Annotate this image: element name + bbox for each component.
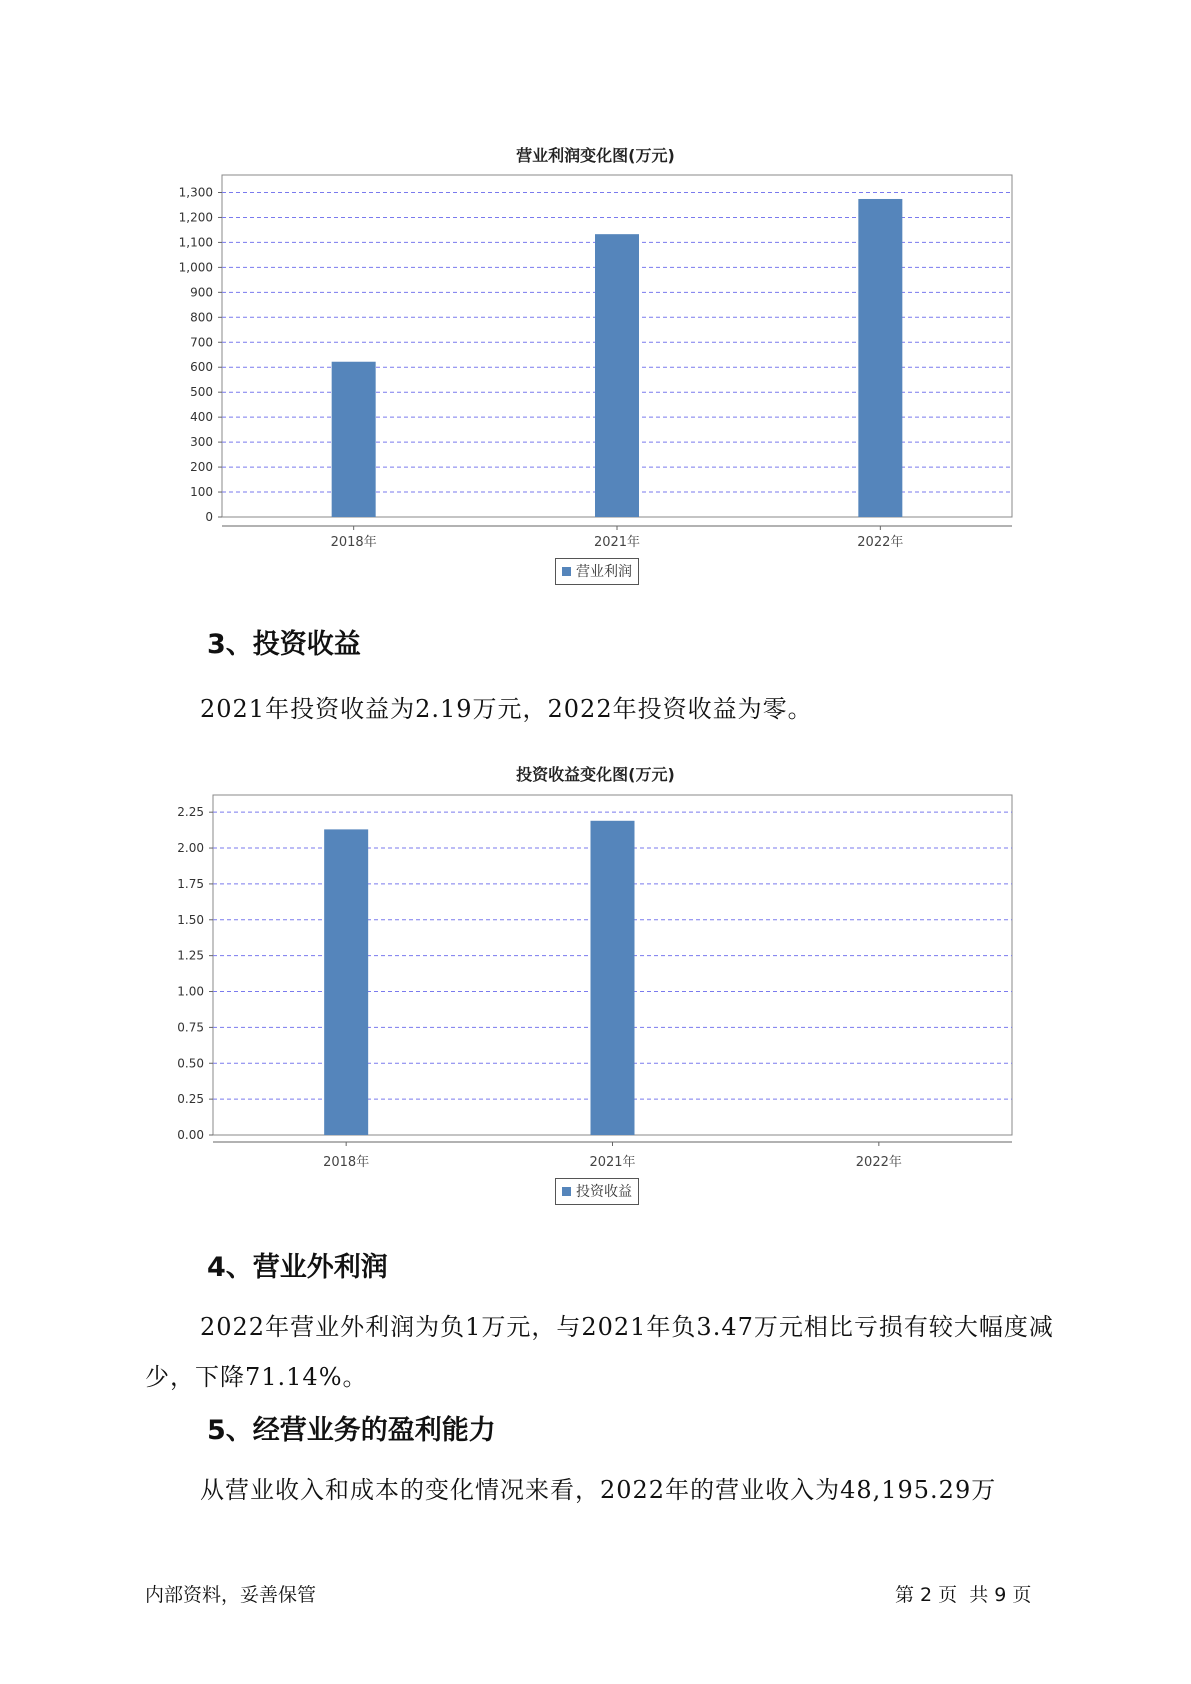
y-tick-label: 200 <box>190 460 213 475</box>
y-tick-label: 400 <box>190 410 213 425</box>
investment-income-chart <box>0 780 1191 1170</box>
y-tick-label: 1.50 <box>177 912 204 927</box>
y-tick-label: 1,000 <box>178 260 213 275</box>
y-tick-label: 800 <box>190 310 213 325</box>
y-tick-label: 0.75 <box>177 1020 204 1035</box>
bar <box>332 362 376 517</box>
legend-swatch-icon <box>562 567 571 576</box>
y-tick-label: 0.25 <box>177 1092 204 1107</box>
x-tick-label: 2021年 <box>589 1155 636 1170</box>
section-4-text: 2022年营业外利润为负1万元，与2021年负3.47万元相比亏损有较大幅度减少，下降71.14%。 <box>145 1313 1054 1391</box>
operating-profit-chart <box>0 160 1191 550</box>
chart2-legend-label: 投资收益 <box>576 1184 632 1200</box>
y-tick-label: 900 <box>190 285 213 300</box>
y-tick-label: 100 <box>190 485 213 500</box>
x-tick-label: 2018年 <box>323 1155 370 1170</box>
section-4-heading: 4、营业外利润 <box>207 1252 388 1283</box>
footer-page-number: 第 2 页 共 9 页 <box>895 1584 1032 1606</box>
chart2-legend <box>555 1178 639 1205</box>
y-tick-label: 700 <box>190 335 213 350</box>
chart1-legend-label: 营业利润 <box>576 564 632 580</box>
y-tick-label: 1,200 <box>178 210 213 225</box>
section-3-heading: 3、投资收益 <box>207 629 361 660</box>
y-tick-label: 0.00 <box>177 1128 204 1142</box>
y-tick-label: 1.00 <box>177 984 204 999</box>
x-tick-label: 2022年 <box>857 535 904 550</box>
y-tick-label: 0 <box>205 510 213 524</box>
x-tick-label: 2022年 <box>855 1155 902 1170</box>
y-tick-label: 0.50 <box>177 1056 204 1071</box>
y-tick-label: 1,100 <box>178 235 213 250</box>
chart1-legend <box>555 558 639 585</box>
y-tick-label: 2.25 <box>177 805 204 820</box>
x-tick-label: 2021年 <box>593 535 641 550</box>
legend-swatch-icon <box>562 1187 571 1196</box>
chart1-title: 营业利润变化图(万元) <box>516 146 675 165</box>
section-3-text: 2021年投资收益为2.19万元，2022年投资收益为零。 <box>200 695 813 723</box>
y-tick-label: 2.00 <box>177 841 204 856</box>
y-tick-label: 1.25 <box>177 948 204 963</box>
bar <box>858 199 902 517</box>
x-tick-label: 2018年 <box>330 535 377 550</box>
y-tick-label: 600 <box>190 360 213 375</box>
y-tick-label: 300 <box>190 435 213 450</box>
section-5-text: 从营业收入和成本的变化情况来看，2022年的营业收入为48,195.29万 <box>200 1476 997 1504</box>
section-5-heading: 5、经营业务的盈利能力 <box>207 1415 496 1446</box>
y-tick-label: 500 <box>190 385 213 400</box>
footer-confidential-note: 内部资料，妥善保管 <box>145 1584 317 1606</box>
bar <box>591 821 635 1135</box>
bar <box>595 234 639 517</box>
chart2-title: 投资收益变化图(万元) <box>516 765 675 784</box>
y-tick-label: 1.75 <box>177 876 204 891</box>
y-tick-label: 1,300 <box>178 185 213 200</box>
bar <box>324 829 368 1135</box>
